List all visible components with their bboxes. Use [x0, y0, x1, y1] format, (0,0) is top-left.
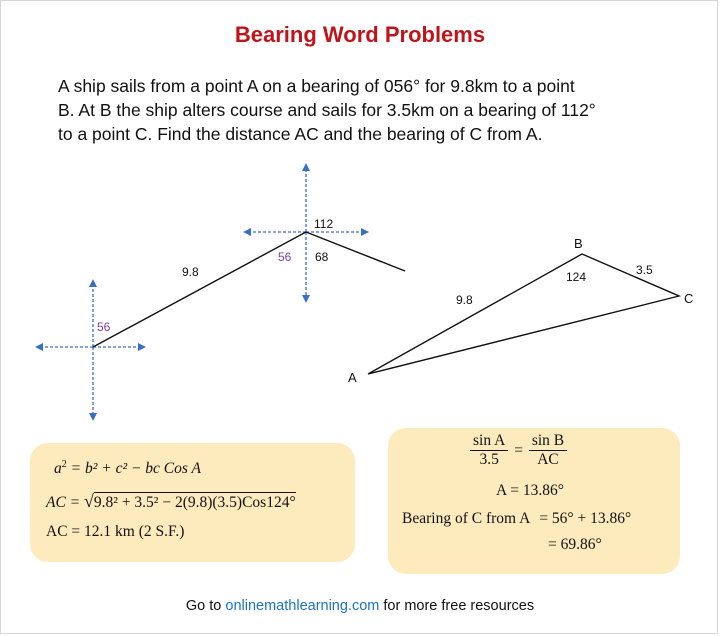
triangle-abc	[368, 254, 679, 374]
ac-radicand: 9.8² + 3.5² − 2(9.8)(3.5)Cos124°	[93, 494, 296, 511]
cosine-rule-lhs: a	[54, 460, 62, 478]
footer	[0, 598, 720, 614]
leg-ab-length: 9.8	[182, 265, 199, 279]
side-ab-label: 9.8	[456, 293, 473, 307]
sine-rule-rhs-num: sin B	[529, 432, 567, 451]
problem-line-2: B. At B the ship alters course and sails for 3.5km on a bearing of 112°	[58, 100, 596, 120]
bearing-label: Bearing of C from A	[402, 510, 530, 527]
sine-rule-rhs	[529, 432, 567, 469]
cosine-rule-box	[30, 443, 355, 562]
point-c-label: C	[684, 291, 694, 306]
sine-rule-rhs-den: AC	[537, 451, 559, 468]
problem-line-1: A ship sails from a point A on a bearing of 056° for 9.8km to a point	[58, 76, 575, 96]
sine-rule-lhs	[470, 432, 508, 469]
compass-cross-b	[246, 166, 366, 300]
sine-rule-lhs-den: 3.5	[479, 451, 499, 468]
alt-angle-at-b-label: 56	[278, 250, 292, 264]
footer-suffix: for more free resources	[383, 598, 535, 614]
leg-ab	[93, 232, 306, 347]
compass-cross-a	[38, 282, 143, 418]
footer-link[interactable]: onlinemathlearning.com	[225, 598, 380, 614]
point-b-label: B	[574, 236, 583, 251]
cosine-rule-formula: $a^2 = b^2 + c^2$ − bc Cos A	[54, 459, 201, 478]
angle-at-a-label: 56	[97, 320, 111, 334]
sine-rule-lhs-num: sin A	[470, 432, 508, 451]
bearing-result: = 69.86°	[548, 536, 602, 553]
cosine-rule-rhs: = b² + c² − bc Cos A	[70, 460, 201, 478]
angle-b-label: 124	[566, 270, 587, 284]
bearing-at-b-label: 112	[314, 217, 334, 231]
ac-lhs: AC =	[46, 494, 81, 511]
page-title: Bearing Word Problems	[234, 22, 486, 47]
sine-rule-box	[388, 428, 680, 574]
bearing-line	[402, 510, 631, 528]
ac-result: AC = 12.1 km (2 S.F.)	[46, 523, 185, 540]
interior-angle-at-b-label: 68	[315, 250, 329, 264]
ac-calculation: AC = √9.8² + 3.5² − 2(9.8)(3.5)Cos124°	[46, 491, 296, 511]
bearing-step: = 56° + 13.86°	[539, 510, 632, 527]
footer-prefix: Go to	[185, 598, 222, 614]
point-a-label: A	[348, 370, 357, 385]
problem-line-3: to a point C. Find the distance AC and the bearing of C from A.	[58, 124, 543, 144]
sine-rule-equation: $\frac{\text{sin A}}{3.5}$ = $\frac{\text{sin B}}{AC}$	[470, 432, 567, 469]
angle-a-result: A = 13.86°	[496, 482, 564, 499]
side-bc-label: 3.5	[636, 263, 653, 277]
